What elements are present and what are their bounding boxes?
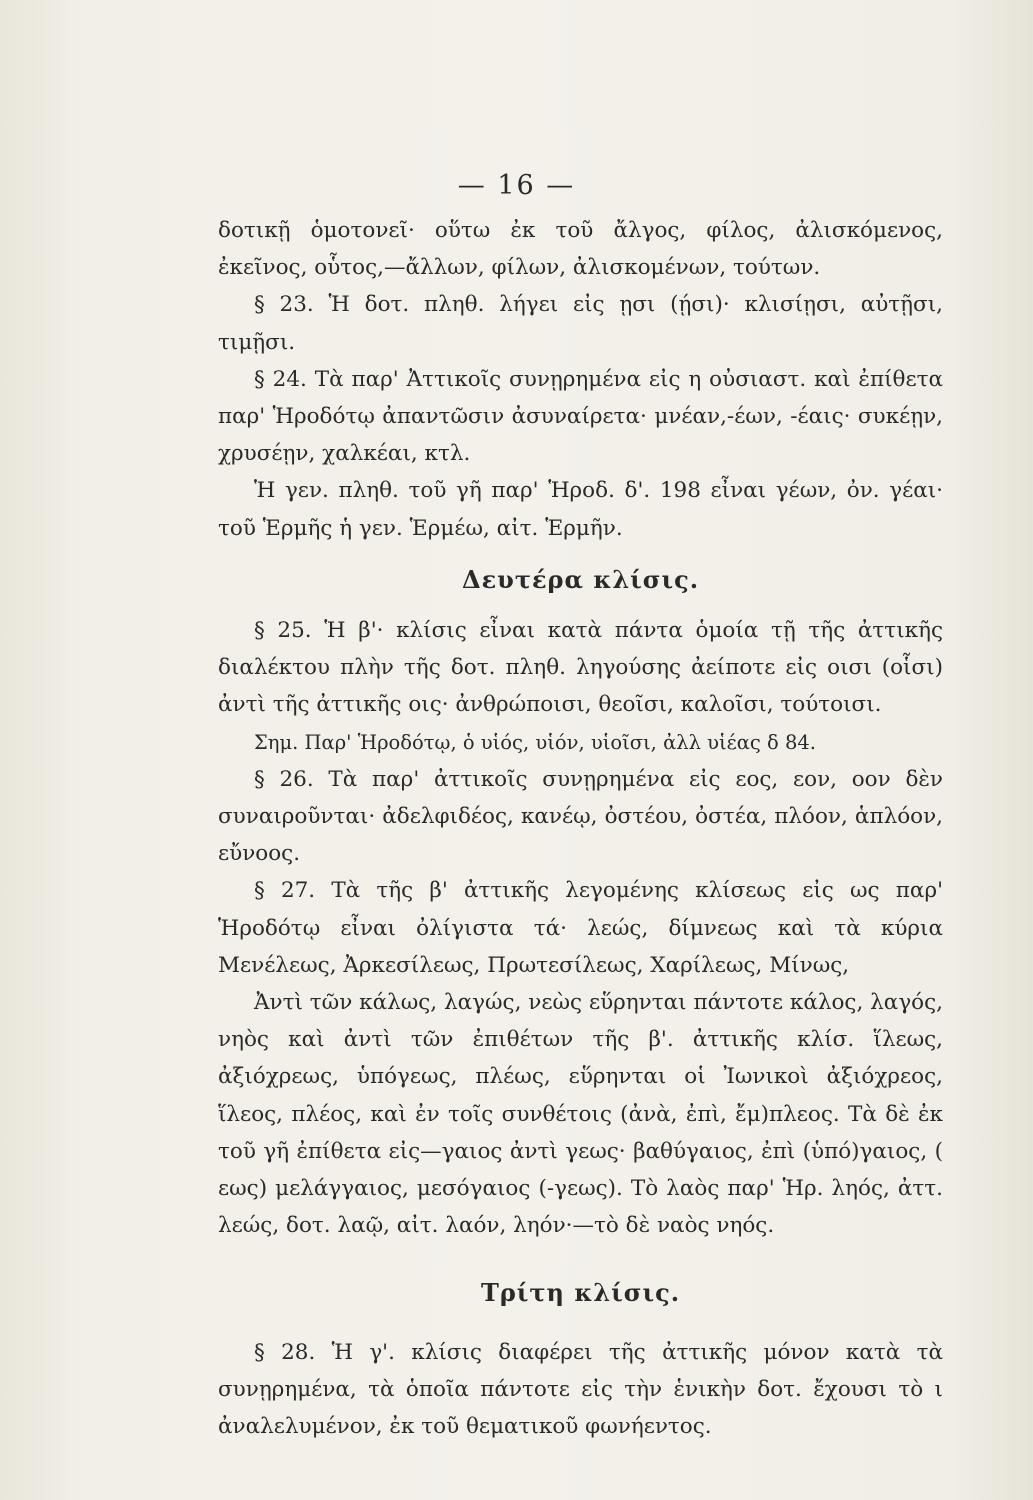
section-23: § 23. Ἡ δοτ. πληθ. λήγει εἰς ῃσι (ῄσι)· κλισίῃσι, αὐτῇσι, τιμῇσι. [218,292,943,355]
section-25: § 25. Ἡ β'· κλίσις εἶναι κατὰ πάντα ὁμοία τῇ τῆς ἀττικῆς διαλέκτου πλὴν τῆς δοτ. πληθ. ληγούσης ἀείποτε εἰς οισι (οἷσι) ἀντὶ τῆς ἀττικῆς οις· ἀνθρώποισι, θεοῖσι, καλοῖσι, τούτοισι. [218,618,943,718]
section-26: § 26. Τὰ παρ' ἀττικοῖς συνῃρημένα εἰς εος, εον, οον δὲν συναιροῦνται· ἀδελφιδέος, κανέῳ, ὀστέου, ὀστέα, πλόον, ἁπλόον, εὔνοος. [218,766,943,867]
section-24: § 24. Τὰ παρ' Ἀττικοῖς συνῃρημένα εἰς η οὐσιαστ. καὶ ἐπίθετα παρ' Ἡροδότῳ ἀπαντῶσιν ἀσυναίρετα· μνέαν,-έων, -έαις· συκέῃν, χρυσέῃν, χαλκέαι, κτλ. [218,366,943,467]
section-27-continuation: Ἀντὶ τῶν κάλως, λαγώς, νεὼς εὕρηνται πάντοτε κάλος, λαγός, νηὸς καὶ ἀντὶ τῶν ἐπιθέτων τῆς β'. ἀττικῆς κλίσ. ἵλεως, ἀξιόχρεως, ὑπόγεως, πλέως, εὕρηνται οἱ Ἰωνικοὶ ἀξιόχρεος, ἵλεος, πλέος, καὶ ἐν τοῖς συνθέτοις (ἀνὰ, ἐπὶ, ἔμ)πλεος. Τὰ δὲ ἐκ τοῦ γῆ ἐπίθετα εἰς—γαιος ἀντὶ γεως· βαθύγαιος, ἐπὶ (ὑπό)γαιος, ( εως) μελάγγαιος, μεσόγαιος (-γεως). Τὸ λαὸς παρ' Ἡρ. ληός, ἀττ. λεώς, δοτ. λαῷ, αἰτ. λαόν, ληόν·—τὸ δὲ ναὸς νηός. [218,990,943,1239]
page-number: — 16 — [457,170,576,201]
text-block [218,212,943,1445]
heading-second-declension: Δευτέρα κλίσις. [461,564,700,594]
section-25-note: Σημ. Παρ' Ἡροδότῳ, ὁ υἱός, υἱόν, υἱοῖσι, ἀλλ υἱέας δ 84. [254,730,817,754]
section-27: § 27. Τὰ τῆς β' ἀττικῆς λεγομένης κλίσεως εἰς ως παρ' Ἡροδότῳ εἶναι ὀλίγιστα τά· λεώς, δίμνεως καὶ τὰ κύρια Μενέλεως, Ἀρκεσίλεως, Πρωτεσίλεως, Χαρίλεως, Μίνως, [218,878,943,978]
paragraph-continuation: δοτικῇ ὁμοτονεῖ· οὕτω ἐκ τοῦ ἄλγος, φίλος, ἀλισκόμενος, ἐκεῖνος, οὗτος,—ἄλλων, φίλων, ἀλισκομένων, τούτων. [218,218,943,281]
section-28: § 28. Ἡ γ'. κλίσις διαφέρει τῆς ἀττικῆς μόνον κατὰ τὰ συνῃρημένα, τὰ ὁποῖα πάντοτε εἰς τὴν ἑνικὴν δοτ. ἔχουσι τὸ ι ἀναλελυμένον, ἐκ τοῦ θεματικοῦ φωνήεντος. [218,1339,943,1440]
section-24-continuation: Ἡ γεν. πληθ. τοῦ γῆ παρ' Ἡροδ. δ'. 198 εἶναι γέων, ὀν. γέαι· τοῦ Ἑρμῆς ἡ γεν. Ἑρμέω, αἰτ. Ἑρμῆν. [218,478,943,541]
heading-third-declension: Τρίτη κλίσις. [480,1278,681,1308]
